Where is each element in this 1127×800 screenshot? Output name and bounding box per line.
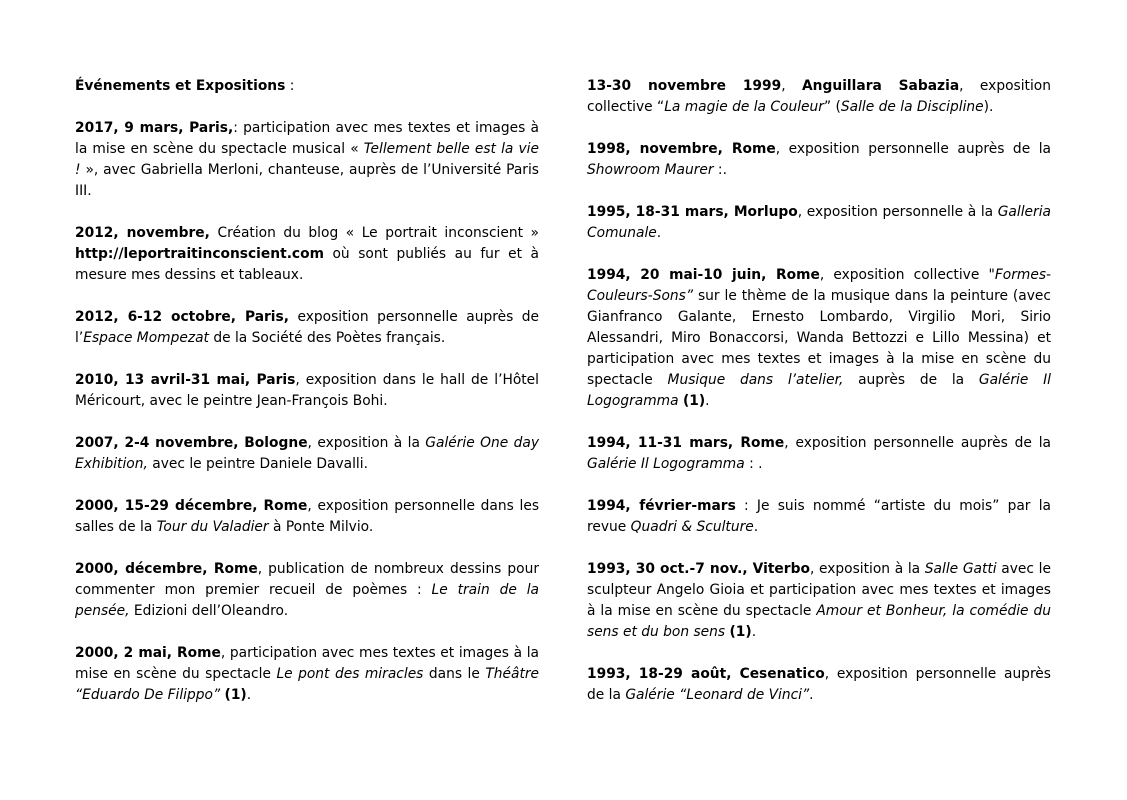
- text-run: , exposition personnelle dans les salles de la: [75, 498, 540, 535]
- bold-run: Événements et Expositions: [75, 78, 286, 94]
- italic-run: Tellement belle est la vie !: [75, 141, 539, 178]
- bold-run: (1): [682, 393, 706, 409]
- text-run: , exposition collective: [819, 267, 989, 283]
- entry-1994-fevrier-mars: [587, 496, 1051, 538]
- italic-run: Galérie “Leonard de Vinci”: [625, 687, 810, 703]
- text-run: .: [656, 225, 662, 241]
- bold-run: (1): [729, 624, 752, 640]
- text-run: sur le thème de la musique dans la peinture (avec Gianfranco Galante, Ernesto Lombardo, Virgilio Mori, Sirio Alessandri, Miro Bonaccorsi, Wanda Bettozzi e Lillo Messina) et participation avec mes textes et images à la mise en scène du spectacle: [587, 288, 1051, 388]
- text-run: , exposition dans le hall de l’Hôtel Méricourt, avec le peintre Jean-François Bohi.: [75, 372, 539, 409]
- italic-run: Musique dans l’atelier,: [667, 372, 844, 388]
- text-run: avec le sculpteur Angelo Gioia et participation avec mes textes et images à la mise en scène du spectacle: [587, 561, 1051, 619]
- italic-run: Théâtre “Eduardo De Filippo”: [75, 666, 540, 703]
- right-column: [587, 76, 1051, 800]
- entry-2000-mai-rome: [75, 643, 539, 706]
- italic-run: Salle Gatti: [924, 561, 997, 577]
- text-run: : Je suis nommé “artiste du mois” par la revue: [587, 498, 1051, 535]
- bold-run: 1993, 18-29 août, Cesenatico: [587, 666, 825, 682]
- bold-run: 2000, 15-29 décembre, Rome: [75, 498, 308, 514]
- entry-2000-decembre-rome-exposition: [75, 496, 539, 538]
- italic-run: Galérie One day Exhibition,: [75, 435, 540, 472]
- text-run: , exposition personnelle auprès de la: [775, 141, 1052, 157]
- italic-run: Galérie Il Logogramma: [587, 456, 745, 472]
- text-run: », avec Gabriella Merloni, chanteuse, auprès de l’Université Paris III.: [75, 162, 539, 199]
- text-run: à Ponte Milvio.: [268, 519, 374, 535]
- italic-run: Espace Mompezat: [83, 330, 209, 346]
- italic-run: Le train de la pensée,: [75, 582, 539, 619]
- text-run: :.: [713, 162, 727, 178]
- italic-run: Tour du Valadier: [156, 519, 269, 535]
- text-run: , exposition à la: [307, 435, 426, 451]
- text-run: : participation avec mes textes et images à la mise en scène du spectacle musical «: [75, 120, 539, 157]
- entry-2007-novembre-bologne: [75, 433, 539, 475]
- italic-run: La magie de la Couleur: [664, 99, 824, 115]
- bold-run: 1995, 18-31 mars, Morlupo: [587, 204, 798, 220]
- text-run: Edizioni dell’Oleandro.: [129, 603, 289, 619]
- text-run: , exposition personnelle auprès de la: [784, 435, 1051, 451]
- text-run: de la Société des Poètes français.: [208, 330, 446, 346]
- left-column: [75, 76, 539, 800]
- bold-run: Anguillara Sabazia: [802, 78, 960, 94]
- text-run: dans le: [423, 666, 486, 682]
- text-run: .: [751, 624, 757, 640]
- bold-run: 2012, novembre,: [75, 225, 210, 241]
- text-run: .: [809, 687, 814, 703]
- text-run: où sont publiés au fur et à mesure mes dessins et tableaux.: [75, 246, 539, 283]
- italic-run: Salle de la Discipline: [840, 99, 984, 115]
- italic-run: "Formes-Couleurs-Sons”: [587, 267, 1052, 304]
- bold-run: 2017, 9 mars, Paris,: [75, 120, 234, 136]
- text-run: exposition personnelle auprès de l’: [75, 309, 540, 346]
- entry-2017-mars-paris: [75, 118, 539, 202]
- entry-1994-mars-rome: [587, 433, 1051, 475]
- text-run: : .: [744, 456, 763, 472]
- bold-run: 2010, 13 avril-31 mai, Paris: [75, 372, 296, 388]
- entry-2012-novembre-blog: [75, 223, 539, 286]
- text-run: , exposition collective “: [587, 78, 1051, 115]
- bold-run: (1): [224, 687, 247, 703]
- entry-1994-mai-juin-rome: [587, 265, 1051, 412]
- italic-run: Le pont des miracles: [276, 666, 424, 682]
- text-run: :: [285, 78, 295, 94]
- bold-run: 2007, 2-4 novembre, Bologne: [75, 435, 308, 451]
- bold-run: 2000, décembre, Rome: [75, 561, 258, 577]
- blog-url-link[interactable]: http://leportraitinconscient.com: [75, 246, 324, 262]
- text-run: .: [246, 687, 252, 703]
- italic-run: Showroom Maurer: [587, 162, 714, 178]
- bold-run: 1994, février-mars: [587, 498, 736, 514]
- bold-run: 13-30 novembre 1999: [587, 78, 782, 94]
- text-run: , publication de nombreux dessins pour commenter mon premier recueil de poèmes :: [75, 561, 539, 598]
- entry-1995-mars-morlupo: [587, 202, 1051, 244]
- bold-run: 1994, 20 mai-10 juin, Rome: [587, 267, 820, 283]
- text-run: .: [753, 519, 759, 535]
- text-run: , participation avec mes textes et images à la mise en scène du spectacle: [75, 645, 539, 682]
- bold-run: 1994, 11-31 mars, Rome: [587, 435, 785, 451]
- bold-run: 1998, novembre, Rome: [587, 141, 776, 157]
- entry-1993-oct-nov-viterbo: [587, 559, 1051, 643]
- entry-1993-aout-cesenatico: [587, 664, 1051, 706]
- text-run: ” (: [823, 99, 841, 115]
- text-run: ,: [781, 78, 802, 94]
- entry-2010-avril-mai-paris: [75, 370, 539, 412]
- entry-1998-novembre-rome: [587, 139, 1051, 181]
- text-run: , exposition personnelle à la: [797, 204, 998, 220]
- bold-run: 2000, 2 mai, Rome: [75, 645, 221, 661]
- text-run: ).: [983, 99, 994, 115]
- entry-2012-octobre-paris: [75, 307, 539, 349]
- entry-2000-decembre-rome-publication: [75, 559, 539, 622]
- text-run: Création du blog « Le portrait inconscient »: [209, 225, 539, 241]
- bold-run: 1993, 30 oct.-7 nov., Viterbo: [587, 561, 810, 577]
- italic-run: Galleria Comunale: [587, 204, 1051, 241]
- italic-run: Galérie Il Logogramma: [587, 372, 1051, 409]
- text-run: .: [705, 393, 710, 409]
- italic-run: Amour et Bonheur, la comédie du sens et du bon sens: [587, 603, 1051, 640]
- entry-1999-novembre-anguillara: [587, 76, 1051, 118]
- section-heading: [75, 76, 539, 97]
- text-run: , exposition à la: [809, 561, 925, 577]
- text-run: avec le peintre Daniele Davalli.: [147, 456, 368, 472]
- text-run: , exposition personnelle auprès de la: [587, 666, 1051, 703]
- italic-run: Quadri & Sculture: [630, 519, 754, 535]
- text-run: auprès de la: [843, 372, 979, 388]
- bold-run: 2012, 6-12 octobre, Paris,: [75, 309, 289, 325]
